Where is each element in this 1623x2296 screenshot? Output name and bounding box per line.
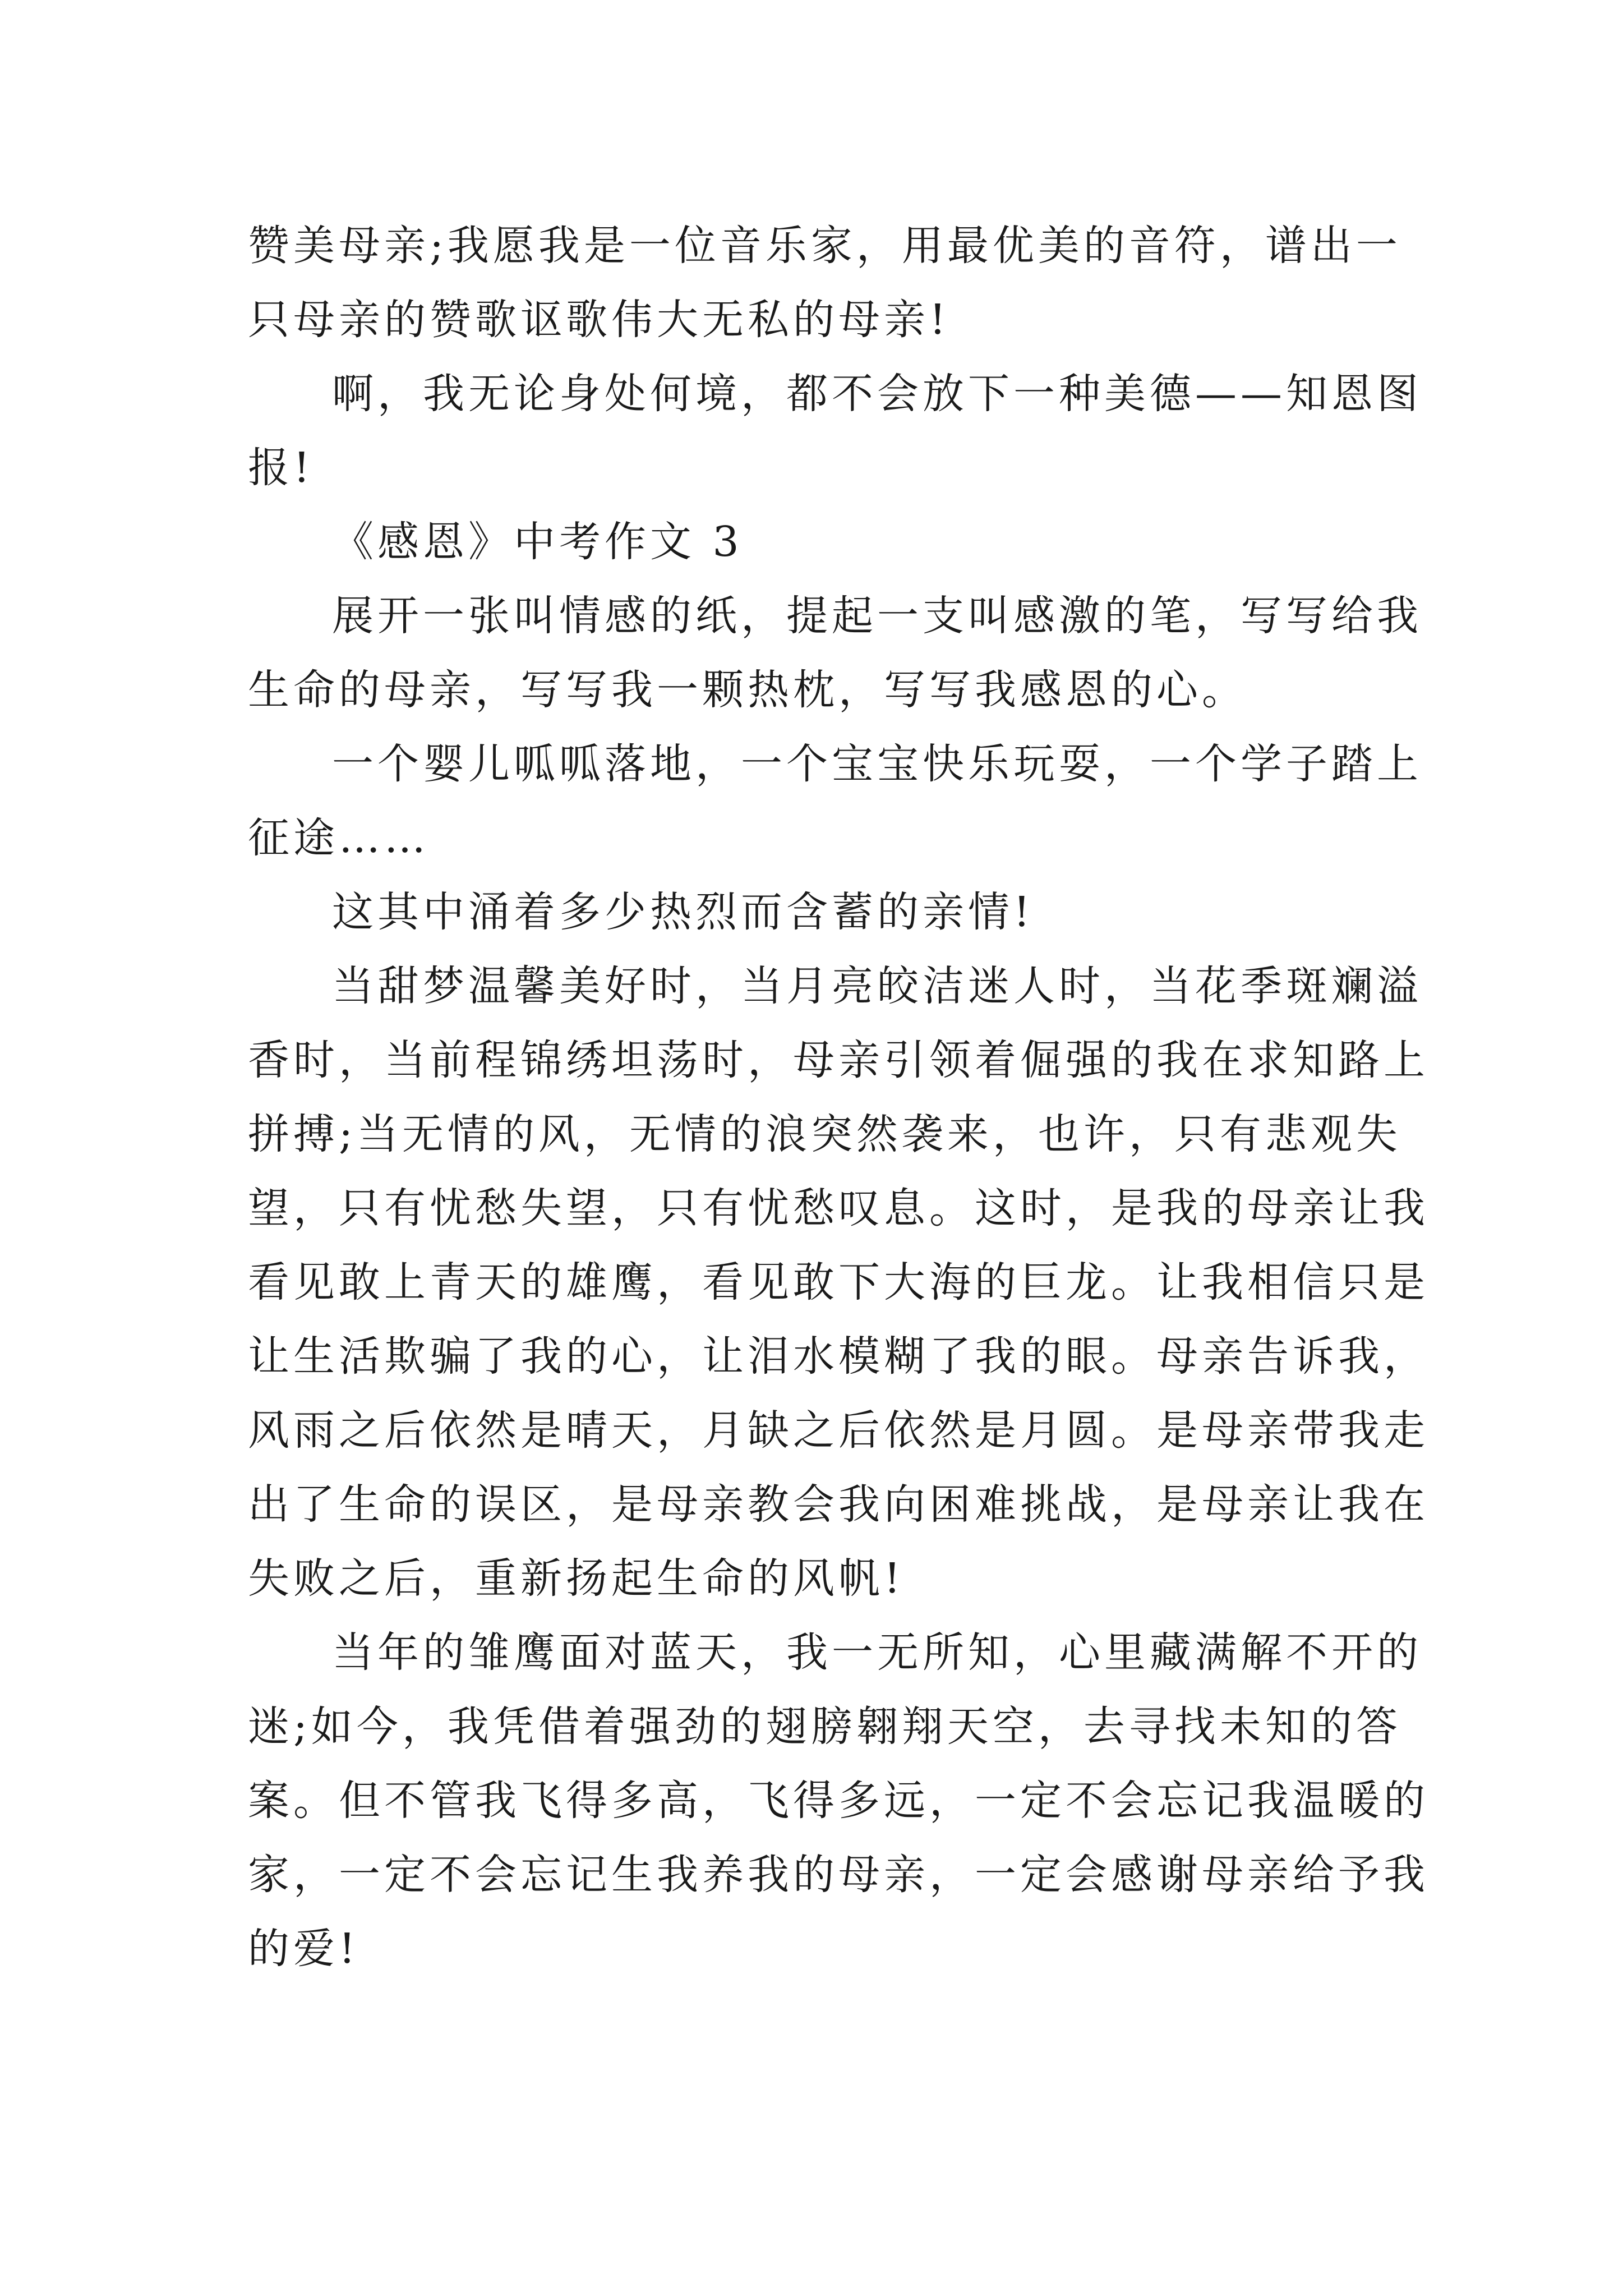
text-line: 展开一张叫情感的纸，提起一支叫感激的笔，写写给我 [332, 592, 1422, 640]
text-line: 迷;如今，我凭借着强劲的翅膀翱翔天空，去寻找未知的答 [248, 1703, 1401, 1751]
text-line: 这其中涌着多少热烈而含蓄的亲情! [332, 888, 1034, 936]
text-line: 拼搏;当无情的风，无情的浪突然袭来，也许，只有悲观失 [248, 1110, 1401, 1158]
paragraph-3 [248, 579, 1422, 727]
text-line: 啊，我无论身处何境，都不会放下一种美德——知恩图 [332, 370, 1422, 418]
text-line: 案。但不管我飞得多高，飞得多远，一定不会忘记我温暖的 [248, 1777, 1429, 1825]
text-line: 征途…… [248, 814, 430, 862]
body-text [248, 209, 1429, 1986]
text-line: 生命的母亲，写写我一颗热枕，写写我感恩的心。 [248, 666, 1247, 714]
paragraph-4 [248, 727, 1422, 875]
text-line: 报! [248, 444, 314, 492]
paragraph-2 [248, 357, 1422, 505]
text-line: 家，一定不会忘记生我养我的母亲，一定会感谢母亲给予我 [248, 1851, 1429, 1899]
text-line: 一个婴儿呱呱落地，一个宝宝快乐玩耍，一个学子踏上 [332, 740, 1422, 788]
paragraph-1 [248, 209, 1401, 357]
text-line: 香时，当前程锦绣坦荡时，母亲引领着倔强的我在求知路上 [248, 1036, 1429, 1084]
text-line: 望，只有忧愁失望，只有忧愁叹息。这时，是我的母亲让我 [248, 1184, 1429, 1232]
text-line: 的爱! [248, 1925, 359, 1973]
paragraph-7 [248, 1616, 1429, 1986]
text-line: 当年的雏鹰面对蓝天，我一无所知，心里藏满解不开的 [332, 1628, 1422, 1677]
text-line: 当甜梦温馨美好时，当月亮皎洁迷人时，当花季斑斓溢 [332, 962, 1422, 1010]
text-line: 只母亲的赞歌讴歌伟大无私的母亲! [248, 296, 950, 344]
text-line: 失败之后，重新扬起生命的风帆! [248, 1554, 905, 1603]
paragraph-6 [248, 949, 1429, 1616]
text-line: 让生活欺骗了我的心，让泪水模糊了我的眼。母亲告诉我， [248, 1332, 1429, 1381]
section-heading [248, 505, 1386, 579]
paragraph-5 [248, 875, 1386, 949]
text-line: 看见敢上青天的雄鹰，看见敢下大海的巨龙。让我相信只是 [248, 1258, 1429, 1306]
text-line: 出了生命的误区，是母亲教会我向困难挑战，是母亲让我在 [248, 1480, 1429, 1529]
text-line: 赞美母亲;我愿我是一位音乐家，用最优美的音符，谱出一 [248, 222, 1401, 270]
text-line: 风雨之后依然是晴天，月缺之后依然是月圆。是母亲带我走 [248, 1406, 1429, 1455]
heading-text: 《感恩》中考作文 3 [332, 518, 743, 566]
